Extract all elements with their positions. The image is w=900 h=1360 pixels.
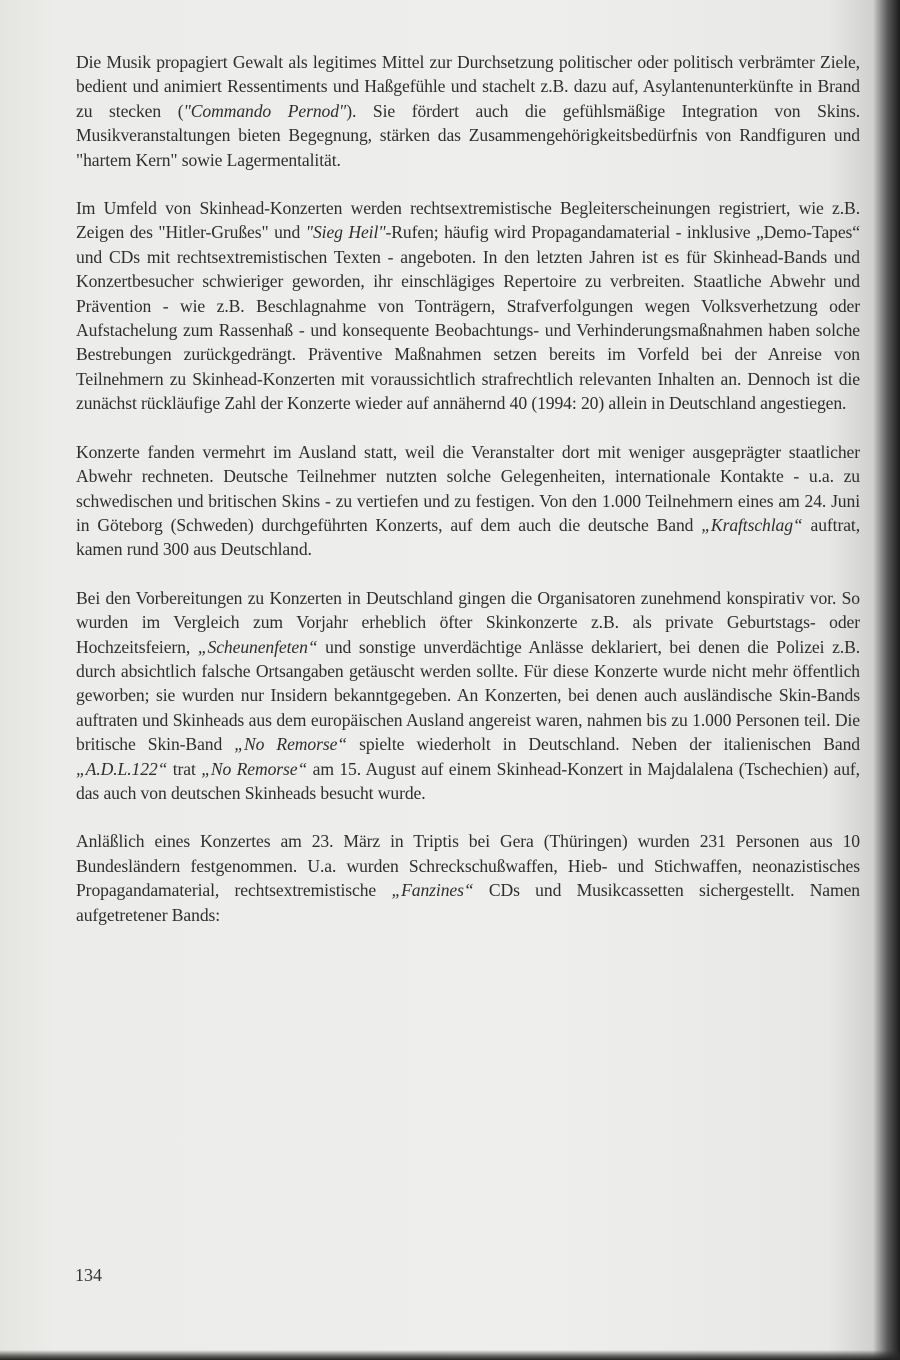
text-segment: ). Sie fördert auch die gefühlsmäßige Integration von Skins. Musikveranstaltungen bieten Begegnung, stärken das Zusammengehörigkeitsbedürfnis von Randfiguren und "hartem Kern" sowie Lagermentalität. [76, 100, 861, 170]
text-segment: Bei den Vorbereitungen zu Konzerten in Deutschland gingen die Organisatoren zunehmend konspirativ vor. So wurden im Vergleich zum Vorjahr erheblich öfter Skinkonzerte z.B. als private Geburtstags- oder Hochzeitsfeiern, [76, 587, 860, 657]
italic-segment: "Commando Pernod" [183, 100, 347, 121]
body-text [76, 50, 860, 927]
paragraph-5 [76, 829, 860, 927]
italic-segment: „Scheunenfeten“ [197, 636, 318, 657]
text-segment: trat [167, 758, 202, 779]
italic-segment: "Sieg Heil" [305, 222, 386, 243]
paragraph-1 [76, 50, 860, 172]
text-segment: und sonstige unverdächtige Anlässe deklariert, bei denen die Polizei z.B. durch absichtlich falsche Ortsangaben getäuscht werden sollte. Für diese Konzerte wurde nicht mehr öffentlich geworben; sie wurden nur Insidern bekanntgegeben. An Konzerten, bei denen auch ausländische Skin-Bands auftraten und Skinheads aus dem europäischen Ausland angereist waren, nahmen bis zu 1.000 Personen teil. Die britische Skin-Band [76, 636, 861, 755]
paragraph-2 [76, 196, 860, 416]
italic-segment: „No Remorse“ [201, 758, 308, 779]
text-segment: -Rufen; häufig wird Propagandamaterial - inklusive „Demo-Tapes“ und CDs mit rechtsextremistischen Texten - angeboten. In den letzten Jahren ist es für Skinhead-Bands und Konzertbesucher schwieriger geworden, ihr einschlägiges Repertoire zu verbreiten. Staatliche Abwehr und Prävention - wie z.B. Beschlagnahme von Tonträgern, Strafverfolgungen wegen Volksverhetzung oder Aufstachelung zum Rassenhaß - und konsequente Beobachtungs- und Verhinderungsmaßnahmen haben solche Bestrebungen zurückgedrängt. Präventive Maßnahmen setzen bereits im Vorfeld bei der Anreise von Teilnehmern zu Skinhead-Konzerten mit voraussichtlich strafrechtlich relevanten Inhalten an. Dennoch ist die zunächst rückläufige Zahl der Konzerte wieder auf annähernd 40 (1994: 20) allein in Deutschland angestiegen. [76, 222, 861, 414]
italic-segment: „A.D.L.122“ [76, 758, 168, 779]
text-segment: Anläßlich eines Konzertes am 23. März in Triptis bei Gera (Thüringen) wurden 231 Personen aus 10 Bundesländern festgenommen. U.a. wurden Schreckschußwaffen, Hieb- und Stichwaffen, neonazistisches Propagandamaterial, rechtsextremistische [76, 831, 860, 901]
paragraph-3 [76, 440, 860, 562]
italic-segment: „Fanzines“ [391, 880, 474, 901]
text-segment: am 15. August auf einem Skinhead-Konzert in Majdalalena (Tschechien) auf, das auch von deutschen Skinheads besucht wurde. [76, 758, 860, 803]
text-segment: Im Umfeld von Skinhead-Konzerten werden rechtsextremistische Begleiterscheinungen registriert, wie z.B. Zeigen des "Hitler-Grußes" und [76, 198, 860, 243]
text-segment: Konzerte fanden vermehrt im Ausland statt, weil die Veranstalter dort mit weniger ausgeprägter staatlicher Abwehr rechneten. Deutsche Teilnehmer nutzten solche Gelegenheiten, internationale Kontakte - u.a. zu schwedischen und britischen Skins - zu vertiefen und zu festigen. Von den 1.000 Teilnehmern eines am 24. Juni in Göteborg (Schweden) durchgeführten Konzerts, auf dem auch die deutsche Band [76, 441, 860, 535]
text-segment: auftrat, kamen rund 300 aus Deutschland. [76, 514, 860, 560]
page-number: 134 [75, 1265, 102, 1285]
text-segment: CDs und Musikcassetten sichergestellt. Namen aufgetretener Bands: [76, 880, 860, 925]
italic-segment: „No Remorse“ [234, 734, 347, 755]
page-bottom-shadow [0, 1350, 900, 1360]
text-segment: spielte wiederholt in Deutschland. Neben der italienischen Band [346, 734, 860, 755]
text-segment: Die Musik propagiert Gewalt als legitimes Mittel zur Durchsetzung politischer oder politisch verbrämter Ziele, bedient und animiert Ressentiments und Haßgefühle und stachelt z.B. dazu auf, Asylantenunterkünfte in Brand zu stecken ( [76, 52, 860, 121]
paragraph-4 [76, 586, 860, 806]
italic-segment: „Kraftschlag“ [701, 514, 803, 535]
